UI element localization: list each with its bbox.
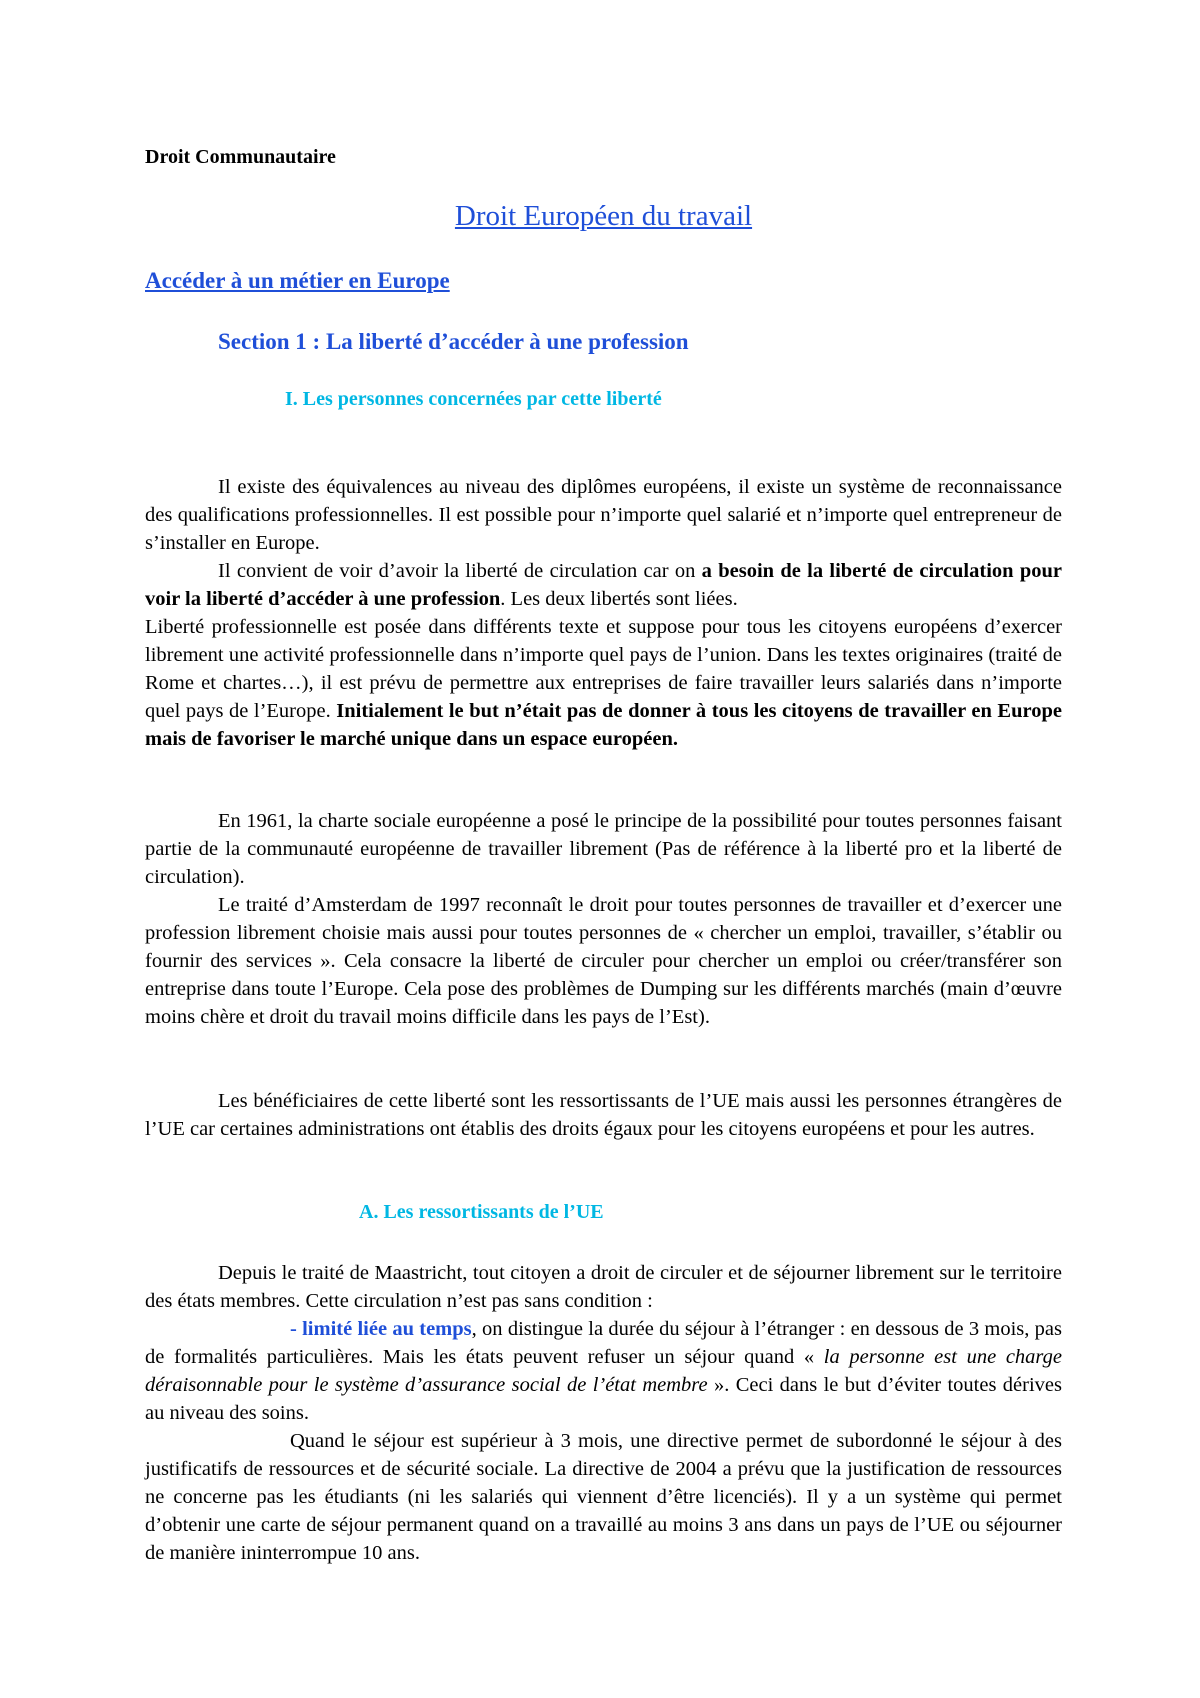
text-block-4 <box>145 1259 1062 1567</box>
text-block-2 <box>145 807 1062 1031</box>
paragraph: Il existe des équivalences au niveau des diplômes européens, il existe un système de reconnaissance des qualifications professionnelles. Il est possible pour n’importe quel salarié et n’importe quel entrepreneur de s’installer en Europe. <box>145 476 1062 554</box>
paragraph <box>145 1315 1062 1427</box>
text-block-1 <box>145 473 1062 753</box>
bold-text: a besoin de la liberté de circulation pour voir la liberté d’accéder à une profession <box>145 560 1062 610</box>
paragraph: En 1961, la charte sociale européenne a posé le principe de la possibilité pour toutes personnes faisant partie de la communauté européenne de travailler librement (Pas de référence à la liberté pro et la liberté de circulation). <box>145 810 1062 888</box>
italic-quote: la personne est une charge déraisonnable pour le système d’assurance social de l’état membre <box>145 1346 1062 1396</box>
paragraph <box>145 613 1062 753</box>
chapter-heading: Accéder à un métier en Europe <box>145 268 450 293</box>
text-run: , on distingue la durée du séjour à l’étranger : en dessous de 3 mois, pas de formalités particulières. Mais les états peuvent refuser un séjour quand « <box>145 1318 1062 1368</box>
paragraph: Depuis le traité de Maastricht, tout citoyen a droit de circuler et de séjourner librement sur le territoire des états membres. Cette circulation n’est pas sans condition : <box>145 1262 1062 1312</box>
bold-text: Initialement le but n’était pas de donner à tous les citoyens de travailler en Europe mais de favoriser le marché unique dans un espace européen. <box>145 700 1062 750</box>
subsection-heading-1: I. Les personnes concernées par cette liberté <box>285 388 662 410</box>
paragraph: Les bénéficiaires de cette liberté sont les ressortissants de l’UE mais aussi les personnes étrangères de l’UE car certaines administrations ont établis des droits égaux pour les citoyens européens et pour les autres. <box>145 1090 1062 1140</box>
text-run: Il convient de voir d’avoir la liberté de circulation car on <box>218 560 702 582</box>
course-label: Droit Communautaire <box>145 146 336 168</box>
text-run: . Les deux libertés sont liées. <box>500 588 738 610</box>
paragraph <box>145 557 1062 613</box>
paragraph: Le traité d’Amsterdam de 1997 reconnaît le droit pour toutes personnes de travailler et d’exercer une profession librement choisie mais aussi pour toutes personnes de « chercher un emploi, travailler, s’établir ou fournir des services ». Cela consacre la liberté de circuler pour chercher un emploi ou créer/transférer son entreprise dans toute l’Europe. Cela pose des problèmes de Dumping sur les différents marchés (main d’œuvre moins chère et droit du travail moins difficile dans les pays de l’Est). <box>145 894 1062 1028</box>
text-run: Liberté professionnelle est posée dans différents texte et suppose pour tous les citoyens européens d’exercer librement une activité professionnelle dans n’importe quel pays de l’union. Dans les textes originaires (traité de Rome et chartes…), il est prévu de permettre aux entreprises de faire travailler leurs salariés dans n’importe quel pays de l’Europe. <box>145 616 1062 722</box>
section-heading: Section 1 : La liberté d’accéder à une profession <box>218 329 689 354</box>
subsection-heading-2: A. Les ressortissants de l’UE <box>359 1201 604 1223</box>
text-run: ». Ceci dans le but d’éviter toutes dérives au niveau des soins. <box>145 1374 1062 1424</box>
paragraph: Quand le séjour est supérieur à 3 mois, une directive permet de subordonné le séjour à des justificatifs de ressources et de sécurité sociale. La directive de 2004 a prévu que la justification de ressources ne concerne pas les étudiants (ni les salariés qui viennent d’être licenciés). Il y a un système qui permet d’obtenir une carte de séjour permanent quand on a travaillé au moins 3 ans dans un pays de l’UE ou séjourner de manière ininterrompue 10 ans. <box>145 1430 1062 1564</box>
bullet-highlight: - limité liée au temps <box>290 1318 472 1340</box>
text-block-3 <box>145 1087 1062 1143</box>
document-title: Droit Européen du travail <box>454 200 753 232</box>
